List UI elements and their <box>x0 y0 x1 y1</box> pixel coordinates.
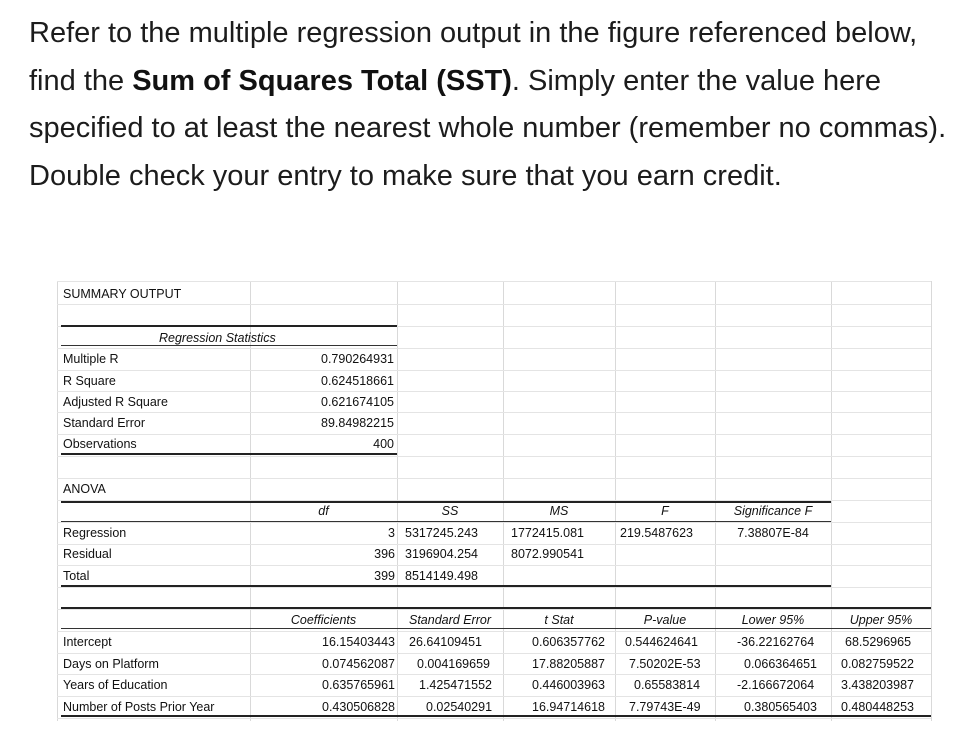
coef-upper-95: 68.5296965 <box>845 635 912 649</box>
coef-standard-error: 1.425471552 <box>419 678 492 692</box>
coef-p-value: 7.50202E-53 <box>629 657 701 671</box>
anova-df: 3 <box>388 526 395 540</box>
coef-value: 0.635765961 <box>322 678 395 692</box>
coef-p-value: 0.65583814 <box>634 678 701 692</box>
coef-lower-95: 0.380565403 <box>744 700 817 714</box>
coef-t-stat: 0.606357762 <box>532 635 605 649</box>
coef-upper-95: 0.480448253 <box>841 700 914 714</box>
anova-header-df: df <box>318 504 329 518</box>
coef-standard-error: 26.64109451 <box>409 635 482 649</box>
stat-label: Adjusted R Square <box>63 395 168 409</box>
anova-header-f: F <box>661 504 669 518</box>
coef-lower-95: 0.066364651 <box>744 657 817 671</box>
stat-label: Standard Error <box>63 416 145 430</box>
coef-header-standard-error: Standard Error <box>409 613 491 627</box>
stat-value: 0.624518661 <box>321 374 394 388</box>
coef-t-stat: 16.94714618 <box>532 700 605 714</box>
question-bold: Sum of Squares Total (SST) <box>132 64 512 97</box>
coef-header-coefficients: Coefficients <box>290 613 357 627</box>
anova-ss: 5317245.243 <box>405 526 478 540</box>
coef-p-value: 7.79743E-49 <box>629 700 701 714</box>
coef-header-upper-95: Upper 95% <box>849 613 913 627</box>
stat-label: Observations <box>63 437 137 451</box>
coef-p-value: 0.544624641 <box>625 635 698 649</box>
coef-t-stat: 17.88205887 <box>532 657 605 671</box>
coef-lower-95: -2.166672064 <box>737 678 815 692</box>
stat-value: 0.790264931 <box>321 352 394 366</box>
regression-output-sheet <box>57 281 931 721</box>
anova-ms: 8072.990541 <box>511 547 584 561</box>
question-part2: . Simply enter the value here specified to at least the nearest whole number (remember no commas). Double check your entry to make sure that you earn credit. <box>29 64 947 192</box>
coef-upper-95: 3.438203987 <box>841 678 914 692</box>
anova-header-ms: MS <box>549 504 569 518</box>
coef-standard-error: 0.004169659 <box>417 657 490 671</box>
anova-significance-f: 7.38807E-84 <box>737 526 809 540</box>
coef-standard-error: 0.02540291 <box>426 700 493 714</box>
coef-row-label: Days on Platform <box>63 657 159 671</box>
anova-row-label: Total <box>63 569 90 583</box>
coef-value: 16.15403443 <box>322 635 395 649</box>
anova-row-label: Regression <box>63 526 127 540</box>
coef-t-stat: 0.446003963 <box>532 678 605 692</box>
coef-header-p-value: P-value <box>643 613 687 627</box>
regression-statistics-header: Regression Statistics <box>159 331 276 345</box>
stat-label: R Square <box>63 374 116 388</box>
anova-title: ANOVA <box>63 482 106 496</box>
anova-row-label: Residual <box>63 547 112 561</box>
anova-df: 399 <box>374 569 395 583</box>
anova-ms: 1772415.081 <box>511 526 584 540</box>
coef-value: 0.430506828 <box>322 700 395 714</box>
stat-value: 0.621674105 <box>321 395 394 409</box>
coef-value: 0.074562087 <box>322 657 395 671</box>
anova-header-significance-f: Significance F <box>733 504 813 518</box>
coef-row-label: Intercept <box>63 635 112 649</box>
anova-ss-total: 8514149.498 <box>405 569 478 583</box>
coef-header-lower-95: Lower 95% <box>741 613 805 627</box>
coef-row-label: Years of Education <box>63 678 168 692</box>
question-part1: Refer to the multiple regression output in the figure referenced below, find the <box>29 17 918 97</box>
anova-df: 396 <box>374 547 395 561</box>
stat-value: 400 <box>373 437 394 451</box>
summary-title: SUMMARY OUTPUT <box>63 287 182 301</box>
coef-upper-95: 0.082759522 <box>841 657 914 671</box>
coef-header-t-stat: t Stat <box>544 613 574 627</box>
anova-ss: 3196904.254 <box>405 547 478 561</box>
stat-value: 89.84982215 <box>321 416 394 430</box>
question-text <box>29 10 954 200</box>
coef-row-label: Number of Posts Prior Year <box>63 700 215 714</box>
anova-f: 219.5487623 <box>620 526 693 540</box>
anova-header-ss: SS <box>441 504 459 518</box>
coef-lower-95: -36.22162764 <box>737 635 815 649</box>
stat-label: Multiple R <box>63 352 119 366</box>
